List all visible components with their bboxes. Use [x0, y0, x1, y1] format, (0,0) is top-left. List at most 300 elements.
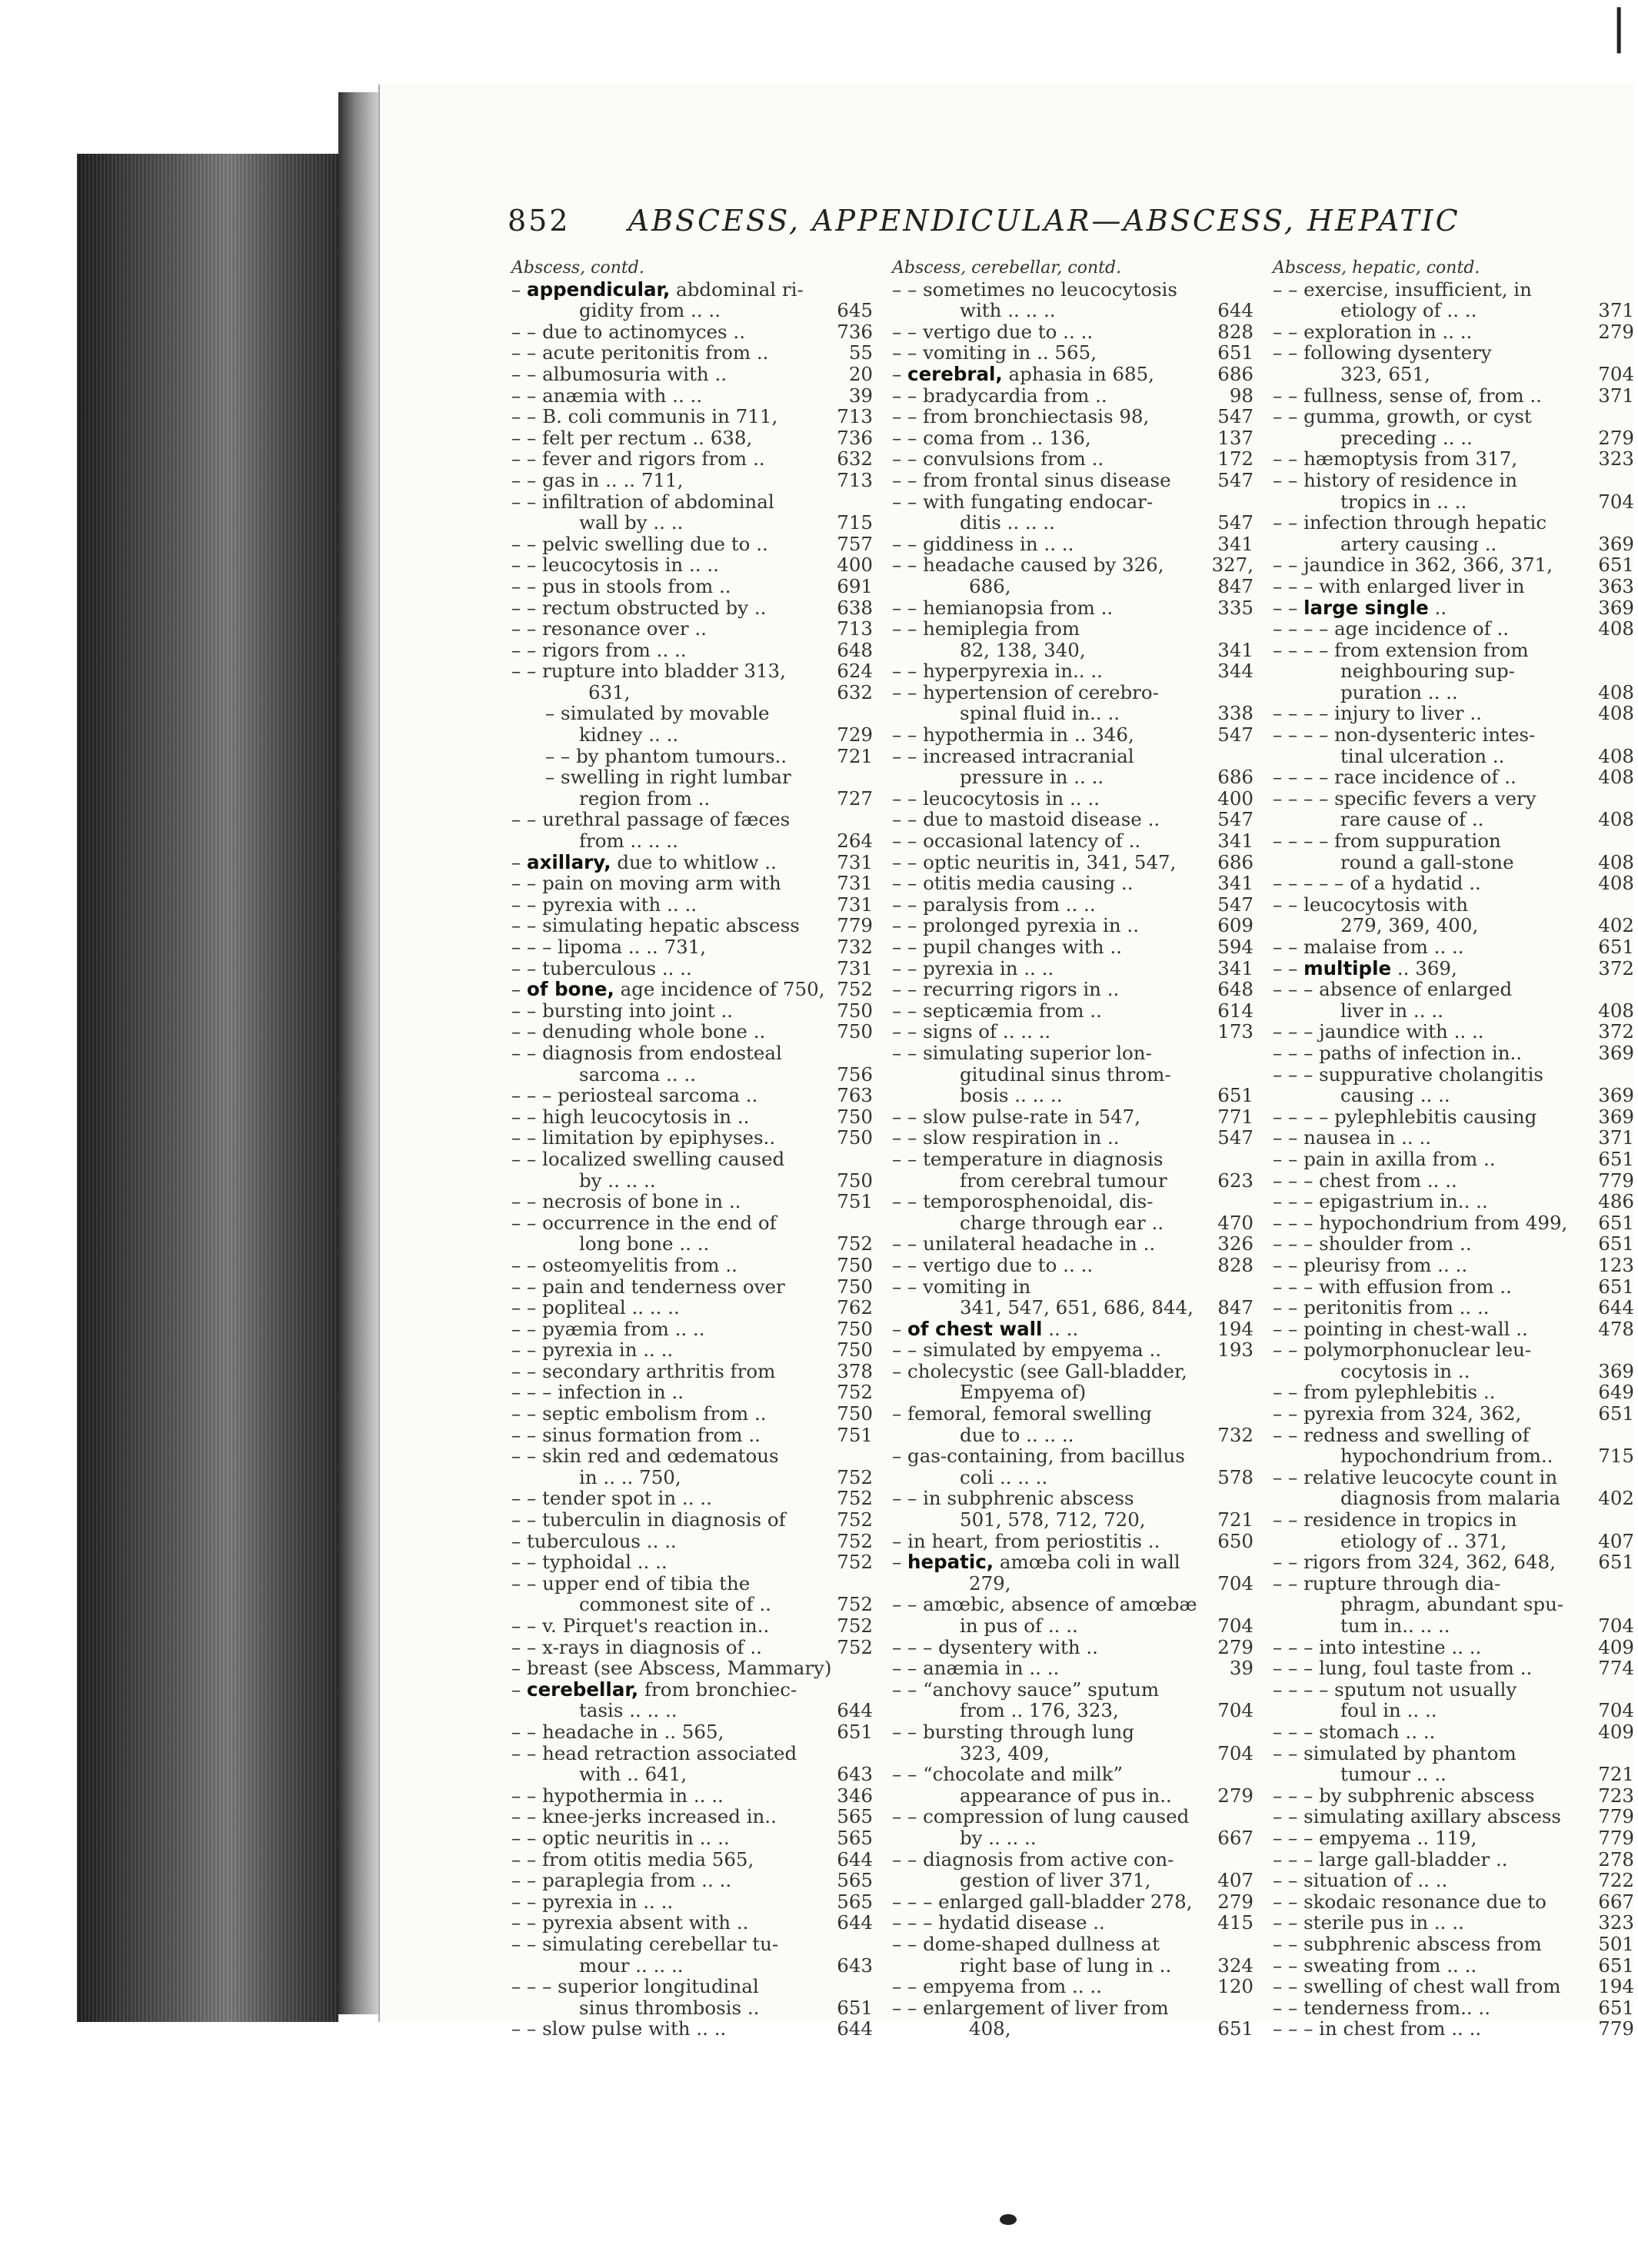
entry-page-ref: 650	[1217, 1529, 1253, 1552]
index-entry	[1273, 512, 1634, 534]
entry-text: – – pyrexia in .. ..	[511, 1339, 674, 1362]
index-entry	[511, 1000, 873, 1022]
index-entry	[1273, 1976, 1634, 1997]
entry-text: – – pain and tenderness over	[511, 1275, 785, 1298]
entry-page-ref: 731	[837, 850, 873, 873]
index-entry	[511, 470, 873, 491]
entry-text: 279,	[969, 1571, 1011, 1595]
index-entry	[1273, 852, 1634, 873]
entry-text: gidity from .. ..	[579, 299, 721, 322]
index-entry	[892, 979, 1253, 1000]
entry-text: cocytosis in ..	[1340, 1359, 1470, 1382]
entry-page-ref	[1218, 618, 1253, 640]
index-entry	[1273, 554, 1634, 576]
entry-page-ref: 369	[1598, 532, 1634, 555]
entry-text: round a gall-stone	[1340, 850, 1514, 873]
index-entry	[511, 1658, 873, 1679]
entry-text: – – vertigo due to .. ..	[892, 320, 1094, 343]
entry-keyword: appendicular,	[527, 278, 671, 301]
index-entry	[892, 1658, 1253, 1679]
entry-text: – – – in chest from .. ..	[1273, 2017, 1482, 2040]
index-entry	[892, 767, 1253, 788]
entry-page-ref: 729	[837, 723, 873, 747]
entry-page-ref	[1599, 1339, 1634, 1361]
entry-page-ref: 609	[1217, 914, 1253, 937]
index-entry	[892, 1573, 1253, 1595]
index-entry	[511, 576, 873, 597]
entry-text: 323, 409,	[960, 1741, 1050, 1764]
entry-text: – – – – specific fevers a very	[1273, 786, 1536, 810]
index-entry	[892, 427, 1253, 449]
entry-page-ref	[1599, 640, 1634, 661]
entry-page-ref	[1599, 470, 1634, 491]
entry-page-ref: 721	[1598, 1763, 1634, 1786]
entry-page-ref: 651	[1598, 936, 1634, 958]
entry-text: – – – – race incidence of ..	[1273, 766, 1516, 789]
index-entry	[892, 1339, 1253, 1361]
index-entry	[1273, 1827, 1634, 1849]
entry-page-ref: 409	[1598, 1635, 1634, 1658]
entry-text: – – “anchovy sauce” sputum	[892, 1678, 1160, 1701]
index-entry	[892, 385, 1253, 407]
index-entry	[1273, 618, 1634, 640]
index-entry	[511, 979, 873, 1000]
entry-page-ref: 194	[1598, 1975, 1634, 1998]
index-entry	[511, 1934, 873, 1955]
entry-page-ref: 415	[1217, 1911, 1253, 1934]
entry-text: long bone .. ..	[579, 1232, 710, 1255]
entry-page-ref	[1218, 1934, 1253, 1955]
index-entry	[511, 1849, 873, 1871]
entry-page-ref: 721	[1217, 1508, 1253, 1531]
index-entry	[892, 1021, 1253, 1043]
index-entry	[892, 915, 1253, 936]
entry-text: 82, 138, 340,	[960, 638, 1086, 661]
entry-page-ref: 713	[837, 617, 873, 640]
entry-page-ref: 704	[1598, 1699, 1634, 1722]
entry-text: – – slow pulse with .. ..	[511, 2017, 727, 2040]
index-entry	[1273, 1509, 1634, 1531]
entry-text: – – rupture through dia-	[1273, 1571, 1501, 1595]
entry-page-ref: 565	[837, 1869, 873, 1892]
index-entry	[892, 1594, 1253, 1615]
entry-text: – – simulating superior lon-	[892, 1041, 1152, 1064]
entry-page-ref: 750	[837, 1339, 873, 1362]
index-entry	[511, 1021, 873, 1043]
entry-text: – – denuding whole bone ..	[511, 1020, 766, 1043]
entry-text: 686,	[969, 574, 1011, 597]
index-entry	[1273, 321, 1634, 343]
entry-page-ref: 750	[837, 1020, 873, 1043]
entry-page-ref: 686	[1217, 766, 1253, 789]
entry-page-ref	[1218, 1445, 1253, 1467]
entry-page-ref: 651	[837, 1996, 873, 2019]
entry-text: – – following dysentery	[1273, 341, 1492, 364]
index-entry	[892, 640, 1253, 661]
entry-text: bosis .. .. ..	[960, 1084, 1063, 1107]
entry-page-ref: 704	[1217, 1699, 1253, 1722]
entry-page-ref: 715	[837, 511, 873, 534]
entry-text: – – due to actinomyces ..	[511, 320, 745, 343]
index-entry	[892, 1467, 1253, 1488]
entry-text: – – malaise from .. ..	[1273, 936, 1464, 958]
entry-text: sarcoma .. ..	[579, 1063, 696, 1086]
entry-page-ref: 623	[1217, 1169, 1253, 1192]
entry-page-ref: 369	[1598, 1041, 1634, 1064]
entry-text: – – – – pylephlebitis causing	[1273, 1105, 1537, 1128]
entry-page-ref: 651	[1598, 1232, 1634, 1255]
index-entry	[511, 703, 873, 724]
index-entry	[892, 1106, 1253, 1128]
index-entry	[892, 321, 1253, 343]
entry-text: – – leucocytosis in .. ..	[892, 786, 1100, 810]
index-entry	[511, 640, 873, 661]
index-entry	[511, 936, 873, 958]
entry-text: – – empyema from .. ..	[892, 1975, 1102, 1998]
index-entry	[511, 1191, 873, 1212]
entry-page-ref: 279	[1217, 1635, 1253, 1658]
entry-page-ref: 547	[1217, 511, 1253, 534]
entry-page-ref: 757	[837, 532, 873, 555]
entry-text: Abscess, contd.	[511, 258, 644, 278]
index-entry	[1273, 1106, 1634, 1128]
entry-page-ref	[1599, 788, 1634, 810]
index-entry	[892, 1445, 1253, 1467]
entry-page-ref: 323	[1598, 1911, 1634, 1934]
entry-page-ref: 335	[1217, 596, 1253, 619]
index-entry	[892, 512, 1253, 534]
entry-page-ref: 649	[1598, 1381, 1634, 1404]
entry-page-ref	[1218, 1594, 1253, 1615]
entry-text: – – hemiplegia from	[892, 617, 1080, 640]
index-entry	[1273, 1806, 1634, 1827]
index-entry	[1273, 1721, 1634, 1743]
index-entry	[1273, 1170, 1634, 1192]
entry-text: – – pain on moving arm with	[511, 872, 781, 895]
index-entry	[511, 1425, 873, 1446]
entry-keyword: hepatic,	[907, 1551, 994, 1574]
entry-text: – – B. coli communis in 711,	[511, 405, 778, 428]
entry-page-ref	[1599, 830, 1634, 852]
entry-page-ref: 762	[837, 1296, 873, 1319]
entry-text: – – simulating hepatic abscess	[511, 914, 800, 937]
entry-page-ref: 651	[1598, 1954, 1634, 1977]
index-entry	[511, 1827, 873, 1849]
index-entry	[892, 448, 1253, 470]
entry-text: – – skin red and œdematous	[511, 1445, 779, 1468]
index-entry	[892, 1997, 1253, 2019]
entry-text: – – hæmoptysis from 317,	[1273, 447, 1518, 471]
entry-text: – axillary, due to whitlow ..	[511, 850, 777, 873]
index-entry	[511, 1615, 873, 1637]
index-entry	[511, 1997, 873, 2019]
entry-page-ref	[1218, 1488, 1253, 1509]
entry-page-ref: 193	[1217, 1339, 1253, 1362]
index-entry	[511, 1445, 873, 1467]
entry-page-ref: 763	[837, 1084, 873, 1107]
entry-page-ref: 565	[837, 1805, 873, 1828]
entry-text: – – tenderness from.. ..	[1273, 1996, 1491, 2019]
index-entry	[892, 1912, 1253, 1934]
entry-page-ref: 643	[837, 1763, 873, 1786]
entry-page-ref	[1599, 1679, 1634, 1701]
entry-page-ref	[1218, 1764, 1253, 1785]
page-number: 852	[508, 204, 571, 238]
index-entry	[1273, 746, 1634, 767]
entry-text: – – slow respiration in ..	[892, 1126, 1120, 1149]
entry-page-ref: 750	[837, 1169, 873, 1192]
entry-text: – – from otitis media 565,	[511, 1847, 754, 1871]
index-entry	[511, 300, 873, 321]
entry-text: by .. .. ..	[579, 1169, 656, 1192]
index-entry	[892, 491, 1253, 513]
entry-page-ref: 752	[837, 1487, 873, 1510]
entry-page-ref: 779	[837, 914, 873, 937]
entry-page-ref	[1599, 512, 1634, 534]
entry-page-ref: 341	[1217, 638, 1253, 661]
entry-page-ref: 341	[1217, 532, 1253, 555]
index-entry	[1273, 1531, 1634, 1552]
entry-text: – simulated by movable	[545, 702, 770, 725]
index-entry	[1273, 1658, 1634, 1679]
entry-page-ref: 667	[1598, 1890, 1634, 1913]
index-entry	[892, 830, 1253, 852]
index-entry	[1273, 915, 1634, 936]
entry-text: – – optic neuritis in, 341, 547,	[892, 850, 1177, 873]
index-entry	[1273, 1743, 1634, 1764]
entry-page-ref	[837, 1743, 873, 1764]
entry-keyword: cerebral,	[907, 362, 1003, 385]
index-entry	[892, 1170, 1253, 1192]
entry-text: – – – hydatid disease ..	[892, 1911, 1105, 1934]
entry-text: – – paralysis from .. ..	[892, 893, 1096, 916]
index-entry	[1273, 1679, 1634, 1701]
entry-page-ref: 323	[1598, 447, 1634, 471]
entry-text: – – – – age incidence of ..	[1273, 617, 1510, 640]
index-entry	[511, 1594, 873, 1615]
entry-page-ref	[837, 809, 873, 830]
entry-page-ref: 779	[1598, 2017, 1634, 2040]
entry-page-ref: 751	[837, 1190, 873, 1213]
book-gutter	[338, 92, 383, 2014]
index-entry	[1273, 767, 1634, 788]
entry-page-ref	[1599, 1573, 1634, 1595]
entry-text: in pus of .. ..	[960, 1615, 1078, 1637]
entry-text: – – – – sputum not usually	[1273, 1678, 1517, 1701]
entry-text: – – simulating axillary abscess	[1273, 1805, 1561, 1828]
index-entry	[892, 1934, 1253, 1955]
entry-page-ref: 752	[837, 1551, 873, 1574]
index-entry	[511, 1955, 873, 1977]
index-entry	[892, 1806, 1253, 1827]
entry-page-ref: 346	[837, 1784, 873, 1807]
entry-text: – – pain in axilla from ..	[1273, 1147, 1496, 1170]
entry-text: artery causing ..	[1340, 532, 1497, 555]
index-entry	[511, 1743, 873, 1764]
entry-text: – – – with effusion from ..	[1273, 1275, 1512, 1298]
entry-text: – – v. Pirquet's reaction in..	[511, 1615, 770, 1637]
entry-text: gestion of liver 371,	[960, 1869, 1151, 1892]
entry-text: – – diagnosis from endosteal	[511, 1041, 782, 1064]
entry-page-ref: 173	[1217, 1020, 1253, 1043]
entry-text: – – leucocytosis in .. ..	[511, 554, 719, 577]
entry-page-ref	[837, 1934, 873, 1955]
entry-text: – – – chest from .. ..	[1273, 1169, 1457, 1192]
entry-page-ref: 408	[1598, 744, 1634, 767]
entry-page-ref	[837, 1149, 873, 1170]
entry-text: – – albumosuria with ..	[511, 362, 727, 385]
entry-page-ref: 372	[1598, 1020, 1634, 1043]
index-entry	[892, 618, 1253, 640]
entry-text: due to .. .. ..	[960, 1423, 1074, 1446]
entry-text: – – anæmia in .. ..	[892, 1657, 1060, 1680]
entry-text: – – – periosteal sarcoma ..	[511, 1084, 758, 1107]
entry-page-ref: 731	[837, 956, 873, 979]
entry-text: – – – – – of a hydatid ..	[1273, 872, 1481, 895]
index-entry	[892, 1488, 1253, 1509]
index-entry	[892, 873, 1253, 894]
entry-page-ref: 624	[837, 660, 873, 683]
entry-page-ref: 651	[1217, 1084, 1253, 1107]
index-entry	[892, 958, 1253, 979]
corner-mark: ❘	[1600, 0, 1638, 54]
index-entry	[1273, 958, 1634, 979]
entry-text: – – due to mastoid disease ..	[892, 808, 1160, 831]
entry-page-ref: 400	[837, 554, 873, 577]
entry-text: – – – – non-dysenteric intes-	[1273, 723, 1536, 747]
entry-text: – – popliteal .. .. ..	[511, 1296, 680, 1319]
entry-text: – – typhoidal .. ..	[511, 1551, 668, 1574]
entry-text: from cerebral tumour	[960, 1169, 1167, 1192]
entry-page-ref: 644	[1598, 1296, 1634, 1319]
entry-page-ref: 752	[837, 1635, 873, 1658]
entry-text: – – pupil changes with ..	[892, 936, 1122, 958]
entry-text: etiology of .. 371,	[1340, 1529, 1507, 1552]
entry-text: – – leucocytosis with	[1273, 893, 1469, 916]
entry-page-ref: 338	[1217, 702, 1253, 725]
index-entry	[892, 1615, 1253, 1637]
entry-text: – – infection through hepatic	[1273, 511, 1547, 534]
entry-page-ref: 400	[1217, 786, 1253, 810]
index-entry	[892, 1425, 1253, 1446]
entry-page-ref: 648	[837, 638, 873, 661]
entry-text: – – necrosis of bone in ..	[511, 1190, 741, 1213]
index-entry	[892, 1043, 1253, 1064]
entry-page-ref: 378	[837, 1359, 873, 1382]
index-entry	[1273, 1043, 1634, 1064]
ink-blot	[1000, 2214, 1017, 2225]
index-entry	[892, 1721, 1253, 1743]
index-entry	[511, 1319, 873, 1340]
index-entry	[892, 660, 1253, 682]
entry-page-ref: 779	[1598, 1805, 1634, 1828]
entry-text: – – recurring rigors in ..	[892, 978, 1120, 1001]
entry-page-ref	[837, 1212, 873, 1234]
index-entry	[511, 1085, 873, 1106]
entry-page-ref: 715	[1598, 1445, 1634, 1468]
entry-page-ref	[1218, 1721, 1253, 1743]
entry-page-ref	[1218, 682, 1253, 703]
entry-text: – – urethral passage of fæces	[511, 808, 791, 831]
entry-page-ref: 750	[837, 999, 873, 1022]
entry-text: – – rigors from 324, 362, 648,	[1273, 1551, 1556, 1574]
index-entry	[511, 1551, 873, 1573]
entry-page-ref	[1599, 894, 1634, 916]
column-heading	[511, 258, 873, 279]
index-entry	[892, 746, 1253, 767]
index-entry	[511, 1764, 873, 1785]
index-entry	[511, 1170, 873, 1192]
entry-text: – – pleurisy from .. ..	[1273, 1253, 1468, 1276]
entry-text: – hepatic, amœba coli in wall	[892, 1551, 1180, 1574]
entry-text: – breast (see Abscess, Mammary)	[511, 1657, 832, 1680]
index-entry	[511, 406, 873, 427]
index-entry	[511, 873, 873, 894]
entry-page-ref: 372	[1598, 956, 1634, 979]
index-entry	[1273, 1467, 1634, 1488]
entry-page-ref: 279	[1217, 1890, 1253, 1913]
entry-page-ref: 704	[1598, 362, 1634, 385]
entry-text: – – enlargement of liver from	[892, 1996, 1169, 2019]
entry-page-ref: 651	[1598, 1402, 1634, 1425]
entry-text: – cerebral, aphasia in 685,	[892, 362, 1154, 385]
entry-text: – – by phantom tumours..	[545, 744, 787, 767]
index-entry	[892, 2018, 1253, 2040]
index-entry	[511, 1361, 873, 1382]
entry-page-ref: 750	[837, 1402, 873, 1425]
running-header	[508, 204, 1460, 238]
index-entry	[511, 427, 873, 449]
index-entry	[511, 1297, 873, 1319]
index-entry	[511, 512, 873, 534]
entry-text: 631,	[588, 680, 631, 703]
entry-page-ref: 578	[1217, 1465, 1253, 1488]
index-entry	[1273, 936, 1634, 958]
index-entry	[892, 1637, 1253, 1658]
entry-page-ref: 648	[1217, 978, 1253, 1001]
index-entry	[1273, 1276, 1634, 1298]
index-entry	[1273, 1233, 1634, 1255]
entry-page-ref: 547	[1217, 405, 1253, 428]
index-entry	[511, 321, 873, 343]
entry-text: – – pyrexia with .. ..	[511, 893, 697, 916]
index-entry	[892, 1531, 1253, 1552]
entry-keyword: of bone,	[527, 978, 614, 1001]
index-entry	[511, 1509, 873, 1531]
entry-page-ref: 752	[837, 1232, 873, 1255]
entry-page-ref	[1599, 1425, 1634, 1446]
index-entry	[1273, 830, 1634, 852]
entry-text: – – sometimes no leucocytosis	[892, 278, 1177, 301]
entry-text: – – pyrexia in .. ..	[511, 1890, 674, 1913]
entry-text: 341, 547, 651, 686, 844,	[960, 1296, 1194, 1319]
entry-page-ref: 686	[1217, 850, 1253, 873]
index-entry	[892, 470, 1253, 491]
index-entry	[1273, 1127, 1634, 1149]
entry-text: – – optic neuritis in .. ..	[511, 1826, 730, 1849]
entry-page-ref: 779	[1598, 1826, 1634, 1849]
index-entry	[892, 703, 1253, 724]
entry-page-ref	[1218, 1149, 1253, 1170]
entry-page-ref: 407	[1217, 1869, 1253, 1892]
entry-text: – – coma from .. 136,	[892, 426, 1091, 449]
index-entry	[892, 1319, 1253, 1340]
index-entry	[511, 1785, 873, 1807]
index-entry	[892, 1212, 1253, 1234]
entry-page-ref	[1599, 660, 1634, 682]
index-entry	[511, 1891, 873, 1913]
index-entry	[892, 1382, 1253, 1403]
